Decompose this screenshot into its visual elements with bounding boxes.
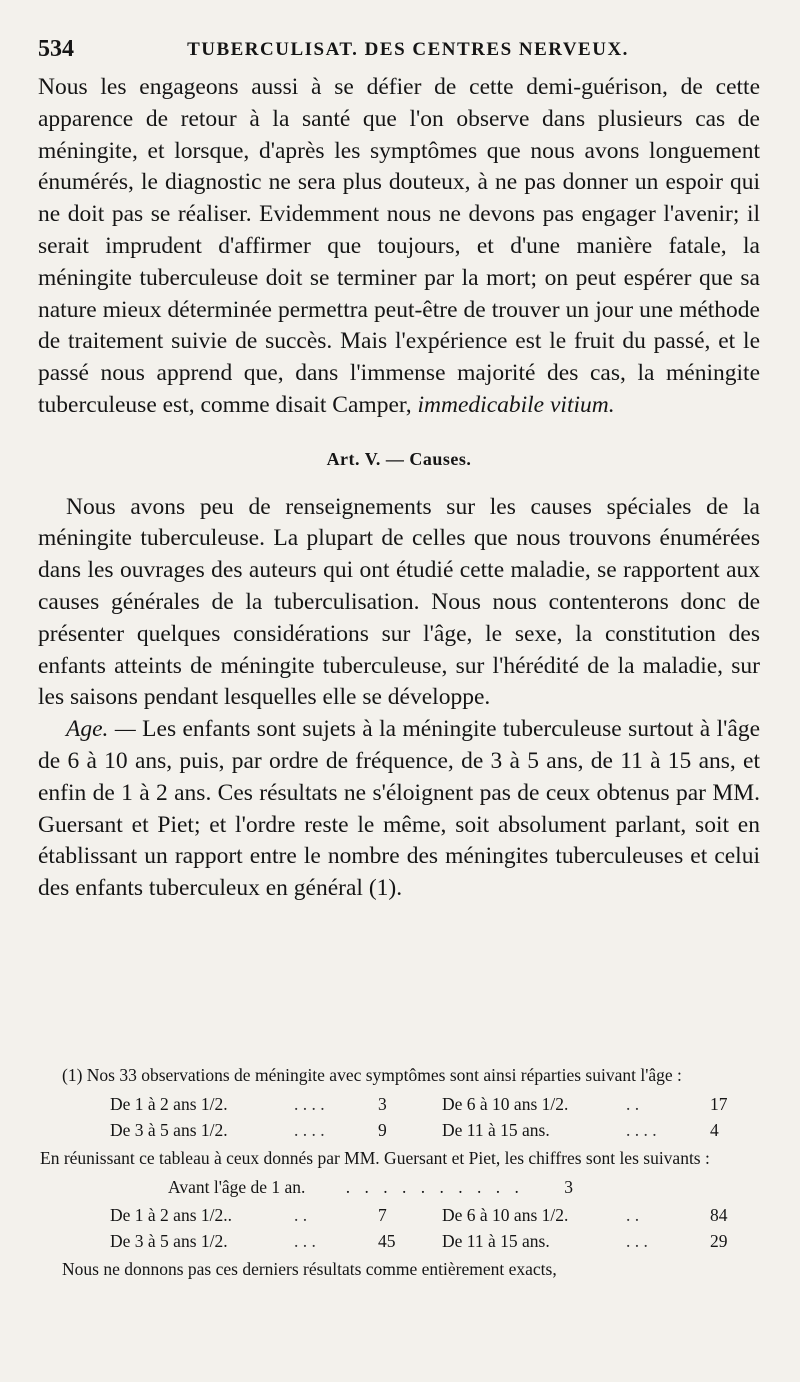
table-row <box>108 1117 752 1143</box>
table-cell: De 6 à 10 ans 1/2. <box>442 1205 569 1225</box>
section-heading: Art. V. — Causes. <box>326 448 472 469</box>
paragraph-1-italic: immedicabile vitium. <box>417 391 615 418</box>
leader-dots: . . <box>626 1094 640 1114</box>
table-cell: De 6 à 10 ans 1/2. <box>442 1094 569 1114</box>
footnote-middle: En réunissant ce tableau à ceux donnés par MM. Guersant et Piet, les chiffres sont les suivants : <box>40 1148 710 1168</box>
table-value: 29 <box>710 1231 728 1251</box>
leader-dots: . . <box>626 1205 640 1225</box>
table-cell: De 11 à 15 ans. <box>442 1120 550 1140</box>
footnote <box>40 1062 765 1283</box>
table-value: 84 <box>710 1205 728 1225</box>
table-value: 17 <box>710 1094 728 1114</box>
footnote-table-1 <box>108 1091 752 1143</box>
main-text <box>38 72 760 905</box>
leader-dots: . . . . <box>294 1120 325 1140</box>
paragraph-3-label: Age. — <box>66 716 136 743</box>
table-value: 9 <box>378 1120 387 1140</box>
table-cell: De 1 à 2 ans 1/2. <box>110 1094 228 1114</box>
footnote-table-2 <box>108 1202 752 1254</box>
table-value: 45 <box>378 1231 396 1251</box>
paragraph-1-text: Nous les engageons aussi à se défier de cette demi-guérison, de cette apparence de retour à la santé que l'on observe dans plusieurs cas de méningite, et lorsque, d'après les symptômes que nous avons longuement énumérés, le diagnostic ne sera plus douteux, à ne pas donner un espoir qui ne doit pas se réaliser. Evidemment nous ne devons pas engager l'avenir; il serait imprudent d'affirmer que toujours, et d'une manière fatale, la méningite tuberculeuse doit se terminer par la mort; on peut espérer que sa nature mieux déterminée permettra peut-être de trouver un jour une méthode de traitement suivie de succès. Mais l'expérience est le fruit du passé, et le passé nous apprend que, dans l'immense majorité des cas, la méningite tuberculeuse est, comme disait Camper, <box>38 74 760 418</box>
running-head: TUBERCULISAT. DES CENTRES NERVEUX. <box>187 39 629 60</box>
paragraph-2: Nous avons peu de renseignements sur les causes spéciales de la méningite tuberculeuse. La plupart de celles que nous trouvons énumérées dans les ouvrages des auteurs qui ont étudié cette maladie, se rapportent aux causes générales de la tuberculisation. Nous nous contenterons donc de présenter quelques considérations sur l'âge, le sexe, la constitution des enfants atteints de méningite tuberculeuse, sur l'hérédité de la maladie, sur les saisons pendant lesquelles elle se développe. <box>38 493 760 711</box>
table-cell: De 3 à 5 ans 1/2. <box>110 1231 228 1251</box>
table-value: 4 <box>710 1120 719 1140</box>
footnote-lone-row <box>168 1174 765 1200</box>
table-value: 3 <box>378 1094 387 1114</box>
leader-dots: . . . . <box>626 1120 657 1140</box>
table-row <box>108 1228 752 1254</box>
page-number: 534 <box>38 36 74 62</box>
footnote-intro: (1) Nos 33 observations de méningite avec symptômes sont ainsi réparties suivant l'âge : <box>62 1065 682 1085</box>
leader-dots: . . . . . . . . . . <box>345 1177 524 1197</box>
table-row <box>108 1091 752 1117</box>
leader-dots: . . <box>294 1205 308 1225</box>
page-header <box>38 36 778 68</box>
table-cell: De 3 à 5 ans 1/2. <box>110 1120 228 1140</box>
table-cell: De 1 à 2 ans 1/2.. <box>110 1205 232 1225</box>
paragraph-3-text: Les enfants sont sujets à la méningite tuberculeuse surtout à l'âge de 6 à 10 ans, puis, par ordre de fréquence, de 3 à 5 ans, de 11 à 15 ans, et enfin de 1 à 2 ans. Ces résultats ne s'éloignent pas de ceux obtenus par MM. Guersant et Piet; et l'ordre reste le même, soit absolument parlant, soit en établissant un rapport entre le nombre des méningites tuberculeuses et celui des enfants tuberculeux en général (1). <box>38 716 761 902</box>
footnote-last-line: Nous ne donnons pas ces derniers résultats comme entièrement exacts, <box>62 1259 557 1279</box>
leader-dots: . . . <box>626 1231 648 1251</box>
leader-dots: . . . . <box>294 1094 325 1114</box>
paragraph-3 <box>38 714 760 905</box>
table-row <box>108 1202 752 1228</box>
table-cell: De 11 à 15 ans. <box>442 1231 550 1251</box>
paragraph-1 <box>38 72 760 422</box>
table-value: 7 <box>378 1205 387 1225</box>
table-value: 3 <box>564 1177 573 1197</box>
leader-dots: . . . <box>294 1231 316 1251</box>
table-cell: Avant l'âge de 1 an. <box>168 1177 306 1197</box>
